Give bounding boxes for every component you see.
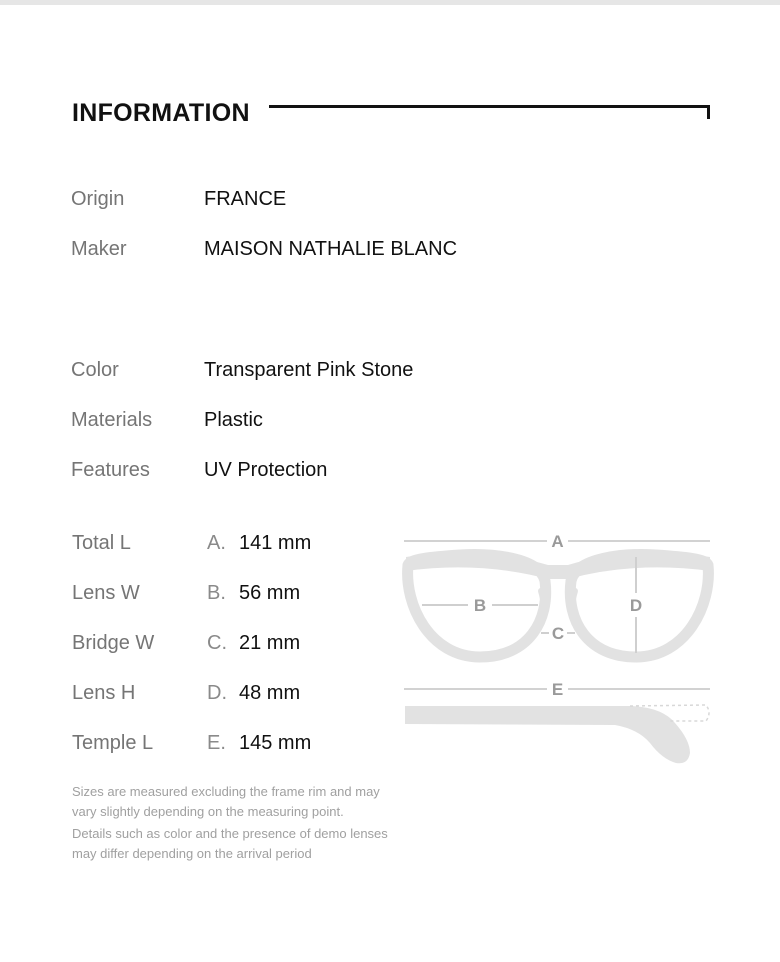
size-letter: A.: [207, 532, 226, 554]
size-value: 21 mm: [239, 632, 301, 654]
spec-label: Color: [71, 359, 119, 381]
size-row-temple-length: [0, 728, 400, 758]
size-letter: C.: [207, 632, 227, 654]
size-value: 56 mm: [239, 582, 301, 604]
size-row-lens-width: [0, 578, 400, 608]
size-value: 145 mm: [239, 732, 312, 754]
size-label: Total L: [72, 532, 131, 554]
measure-line-b: [422, 596, 538, 615]
size-row-total-length: [0, 528, 400, 558]
spec-value: Plastic: [204, 409, 263, 431]
info-value: MAISON NATHALIE BLANC: [204, 238, 458, 260]
diagram-label-d: D: [629, 596, 643, 615]
spec-row-features: [0, 455, 780, 485]
measure-line-a: [404, 532, 710, 551]
spec-row-color: [0, 355, 780, 385]
measure-line-c: [541, 624, 575, 643]
info-label: Maker: [71, 238, 127, 260]
diagram-label-e: E: [551, 680, 564, 699]
measure-line-d: [630, 557, 642, 653]
diagram-label-a: A: [551, 532, 564, 551]
size-value: 48 mm: [239, 682, 301, 704]
measure-line-e: [404, 680, 710, 699]
spec-value: UV Protection: [204, 459, 328, 481]
info-label: Origin: [71, 188, 125, 210]
spec-value: Transparent Pink Stone: [204, 359, 414, 381]
size-label: Lens W: [72, 582, 140, 604]
top-strip: [0, 0, 780, 5]
title-rule-end: [707, 105, 710, 119]
glasses-size-diagram: [400, 525, 720, 770]
info-row-maker: [0, 234, 780, 264]
size-label: Lens H: [72, 682, 136, 704]
size-letter: B.: [207, 582, 226, 604]
info-value: FRANCE: [204, 188, 287, 210]
diagram-label-c: C: [551, 624, 565, 643]
size-value: 141 mm: [239, 532, 312, 554]
size-row-bridge-width: [0, 628, 400, 658]
title-rule: [269, 105, 709, 108]
temple-arm: [405, 705, 709, 763]
info-row-origin: [0, 184, 780, 214]
spec-label: Materials: [71, 409, 153, 431]
size-label: Bridge W: [72, 632, 155, 654]
spec-label: Features: [71, 459, 150, 481]
size-letter: D.: [207, 682, 227, 704]
spec-row-materials: [0, 405, 780, 435]
measurement-note: Sizes are measured excluding the frame rim and may vary slightly depending on the measuring point.: [72, 784, 380, 819]
arrival-note: Details such as color and the presence of demo lenses may differ depending on the arrival period: [72, 826, 388, 861]
size-letter: E.: [207, 732, 226, 754]
size-label: Temple L: [72, 732, 154, 754]
section-title: INFORMATION: [72, 99, 250, 127]
size-row-lens-height: [0, 678, 400, 708]
diagram-label-b: B: [473, 596, 487, 615]
